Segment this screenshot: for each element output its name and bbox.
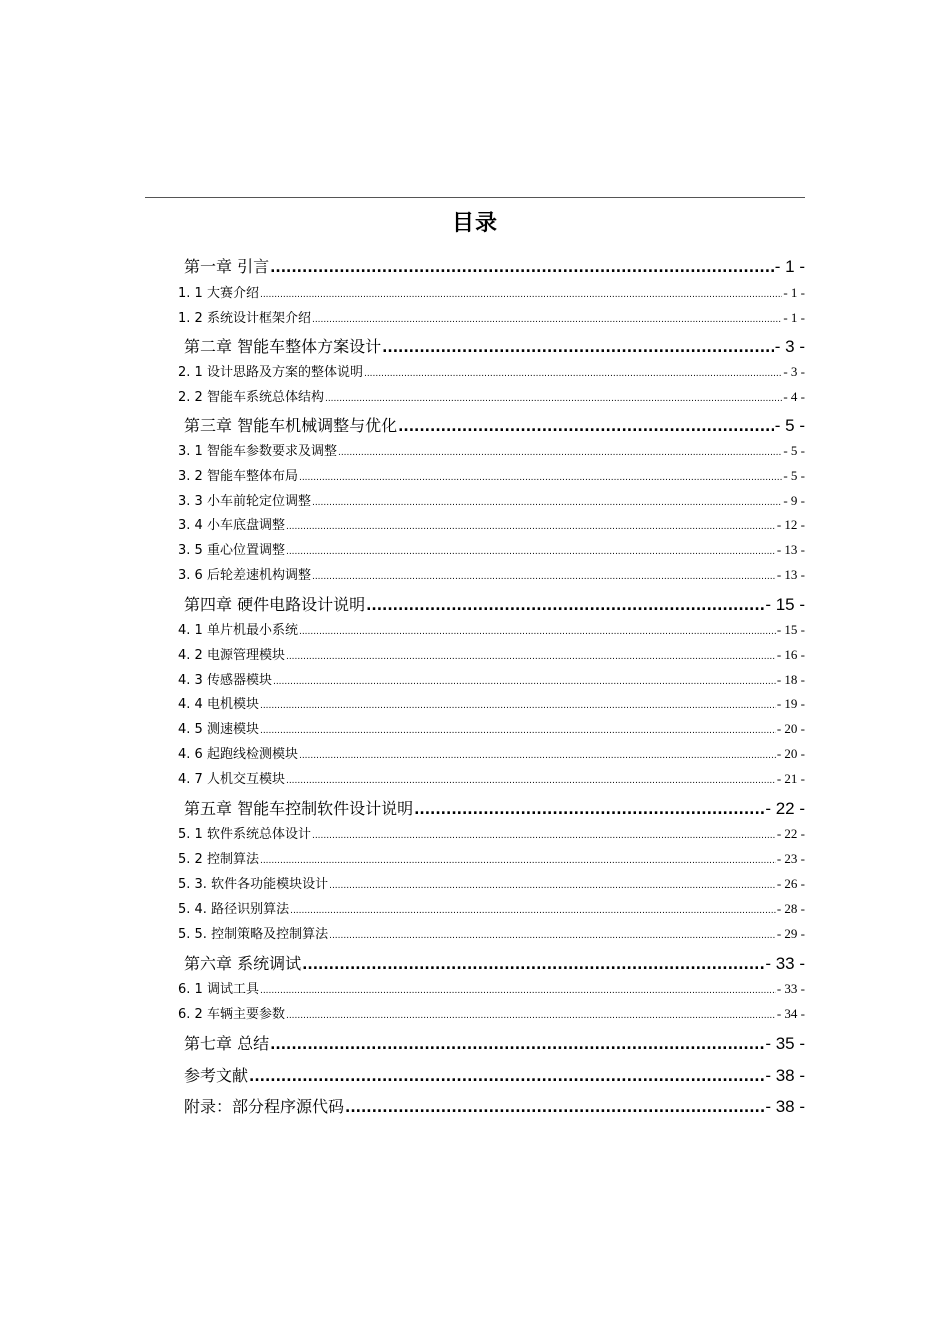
toc-section-5-2[interactable]: [178, 848, 805, 870]
toc-entry-label: 第五章 智能车控制软件设计说明: [184, 799, 414, 818]
toc-entry-page: - 15 -: [765, 595, 805, 614]
dot-leader: [398, 414, 774, 440]
toc-title: 目录: [451, 211, 498, 236]
toc-entry-page: - 3 -: [783, 364, 805, 379]
toc-entry-label: 第四章 硬件电路设计说明: [184, 595, 366, 614]
toc-entry-page: - 33 -: [776, 981, 805, 996]
toc-entry-page: - 4 -: [783, 389, 805, 404]
dot-leader: [312, 492, 782, 514]
toc-chapter-6[interactable]: [178, 951, 805, 977]
toc-references[interactable]: [178, 1063, 805, 1089]
toc-section-4-1[interactable]: [178, 619, 805, 641]
dot-leader: [260, 695, 776, 717]
dot-leader: [329, 925, 776, 947]
dot-leader: [260, 284, 782, 306]
toc-section-3-4[interactable]: [178, 514, 805, 536]
dot-leader: [270, 255, 774, 281]
dot-leader: [312, 566, 776, 588]
dot-leader: [299, 621, 776, 643]
toc-section-6-2[interactable]: [178, 1003, 805, 1025]
toc-chapter-2[interactable]: [178, 334, 805, 360]
dot-leader: [382, 335, 774, 361]
toc-chapter-1[interactable]: [178, 254, 805, 280]
toc-entry-page: - 9 -: [783, 493, 805, 508]
dot-leader: [338, 442, 782, 464]
toc-entry-label: 6. 2 车辆主要参数: [178, 1007, 285, 1022]
dot-leader: [364, 363, 782, 385]
toc-entry-label: 5. 2 控制算法: [178, 852, 259, 867]
toc-section-5-3[interactable]: [178, 873, 805, 895]
toc-entry-label: 参考文献: [184, 1066, 249, 1085]
toc-entry-page: - 15 -: [776, 622, 805, 637]
toc-section-6-1[interactable]: [178, 978, 805, 1000]
dot-leader: [325, 388, 782, 410]
toc-entry-page: - 38 -: [765, 1097, 805, 1116]
toc-entry-page: - 29 -: [776, 926, 805, 941]
dot-leader: [312, 825, 776, 847]
toc-entry-page: - 23 -: [776, 851, 805, 866]
header-rule: [145, 197, 805, 198]
toc-entry-label: 2. 1 设计思路及方案的整体说明: [178, 365, 363, 380]
dot-leader: [260, 980, 776, 1002]
toc-entry-label: 第三章 智能车机械调整与优化: [184, 416, 398, 435]
toc-chapter-3[interactable]: [178, 413, 805, 439]
toc-entry-label: 附录：部分程序源代码: [184, 1097, 345, 1116]
toc-section-3-3[interactable]: [178, 490, 805, 512]
toc-entry-page: - 13 -: [776, 542, 805, 557]
toc-entry-label: 1. 2 系统设计框架介绍: [178, 311, 311, 326]
toc-section-5-5[interactable]: [178, 923, 805, 945]
toc-entry-page: - 1 -: [783, 285, 805, 300]
toc-entry-page: - 33 -: [765, 954, 805, 973]
dot-leader: [286, 646, 776, 668]
toc-entry-page: - 19 -: [776, 696, 805, 711]
toc-section-3-5[interactable]: [178, 539, 805, 561]
toc-entry-page: - 5 -: [774, 416, 805, 435]
toc-entry-label: 4. 1 单片机最小系统: [178, 623, 298, 638]
toc-entry-label: 5. 5. 控制策略及控制算法: [178, 927, 329, 942]
toc-entry-page: - 18 -: [776, 672, 805, 687]
toc-section-1-2[interactable]: [178, 307, 805, 329]
toc-section-4-7[interactable]: [178, 768, 805, 790]
toc-entry-page: - 38 -: [765, 1066, 805, 1085]
toc-section-2-2[interactable]: [178, 386, 805, 408]
toc-entry-page: - 13 -: [776, 567, 805, 582]
toc-chapter-5[interactable]: [178, 796, 805, 822]
toc-section-3-1[interactable]: [178, 440, 805, 462]
toc-entry-label: 5. 1 软件系统总体设计: [178, 827, 311, 842]
toc-entry-page: - 5 -: [783, 443, 805, 458]
dot-leader: [345, 1095, 764, 1121]
toc-entry-label: 4. 3 传感器模块: [178, 673, 272, 688]
dot-leader: [302, 952, 764, 978]
toc-entry-label: 3. 2 智能车整体布局: [178, 469, 298, 484]
toc-entry-label: 4. 2 电源管理模块: [178, 648, 285, 663]
toc-entry-label: 4. 5 测速模块: [178, 722, 259, 737]
dot-leader: [290, 900, 776, 922]
toc-entry-label: 第一章 引言: [184, 257, 270, 276]
dot-leader: [312, 309, 782, 331]
toc-entry-label: 第二章 智能车整体方案设计: [184, 337, 382, 356]
toc-section-3-6[interactable]: [178, 564, 805, 586]
dot-leader: [260, 850, 776, 872]
dot-leader: [270, 1032, 764, 1058]
dot-leader: [329, 875, 776, 897]
dot-leader: [414, 797, 764, 823]
toc-entry-label: 6. 1 调试工具: [178, 982, 259, 997]
toc-entry-label: 4. 4 电机模块: [178, 697, 259, 712]
toc-entry-label: 5. 3. 软件各功能模块设计: [178, 877, 329, 892]
toc-entry-page: - 20 -: [776, 721, 805, 736]
toc-entry-label: 第七章 总结: [184, 1034, 270, 1053]
toc-entry-label: 4. 6 起跑线检测模块: [178, 747, 298, 762]
toc-section-4-3[interactable]: [178, 669, 805, 691]
dot-leader: [299, 467, 782, 489]
dot-leader: [286, 1005, 776, 1027]
toc-appendix[interactable]: [178, 1094, 805, 1120]
dot-leader: [299, 745, 776, 767]
toc-section-5-4[interactable]: [178, 898, 805, 920]
toc-entry-page: - 1 -: [774, 257, 805, 276]
toc-entry-page: - 35 -: [765, 1034, 805, 1053]
dot-leader: [273, 671, 776, 693]
toc-entry-page: - 1 -: [783, 310, 805, 325]
dot-leader: [260, 720, 776, 742]
toc-entry-page: - 22 -: [776, 826, 805, 841]
toc-entry-label: 3. 4 小车底盘调整: [178, 518, 285, 533]
toc-section-2-1[interactable]: [178, 361, 805, 383]
toc-entry-page: - 21 -: [776, 771, 805, 786]
toc-entry-page: - 28 -: [776, 901, 805, 916]
dot-leader: [366, 593, 764, 619]
toc-chapter-4[interactable]: [178, 592, 805, 618]
toc-entry-label: 3. 1 智能车参数要求及调整: [178, 444, 337, 459]
toc-entry-page: - 20 -: [776, 746, 805, 761]
toc-entry-page: - 16 -: [776, 647, 805, 662]
toc-section-1-1[interactable]: [178, 282, 805, 304]
toc-entry-label: 2. 2 智能车系统总体结构: [178, 390, 324, 405]
toc-section-4-2[interactable]: [178, 644, 805, 666]
toc-entry-page: - 26 -: [776, 876, 805, 891]
toc-entry-label: 5. 4. 路径识别算法: [178, 902, 290, 917]
toc-entry-label: 3. 6 后轮差速机构调整: [178, 568, 311, 583]
toc-entry-page: - 34 -: [776, 1006, 805, 1021]
toc-section-3-2[interactable]: [178, 465, 805, 487]
toc-entry-page: - 12 -: [776, 517, 805, 532]
toc-chapter-7[interactable]: [178, 1031, 805, 1057]
toc-section-4-5[interactable]: [178, 718, 805, 740]
toc-section-5-1[interactable]: [178, 823, 805, 845]
toc-entry-page: - 5 -: [783, 468, 805, 483]
toc-section-4-6[interactable]: [178, 743, 805, 765]
dot-leader: [286, 516, 776, 538]
toc-entry-page: - 3 -: [774, 337, 805, 356]
dot-leader: [286, 541, 776, 563]
dot-leader: [249, 1064, 764, 1090]
toc-entry-page: - 22 -: [765, 799, 805, 818]
toc-entry-label: 3. 3 小车前轮定位调整: [178, 494, 311, 509]
toc-entry-label: 4. 7 人机交互模块: [178, 772, 285, 787]
toc-section-4-4[interactable]: [178, 693, 805, 715]
toc-entry-label: 第六章 系统调试: [184, 954, 302, 973]
toc-entry-label: 1. 1 大赛介绍: [178, 286, 259, 301]
dot-leader: [286, 770, 776, 792]
toc-entry-label: 3. 5 重心位置调整: [178, 543, 285, 558]
